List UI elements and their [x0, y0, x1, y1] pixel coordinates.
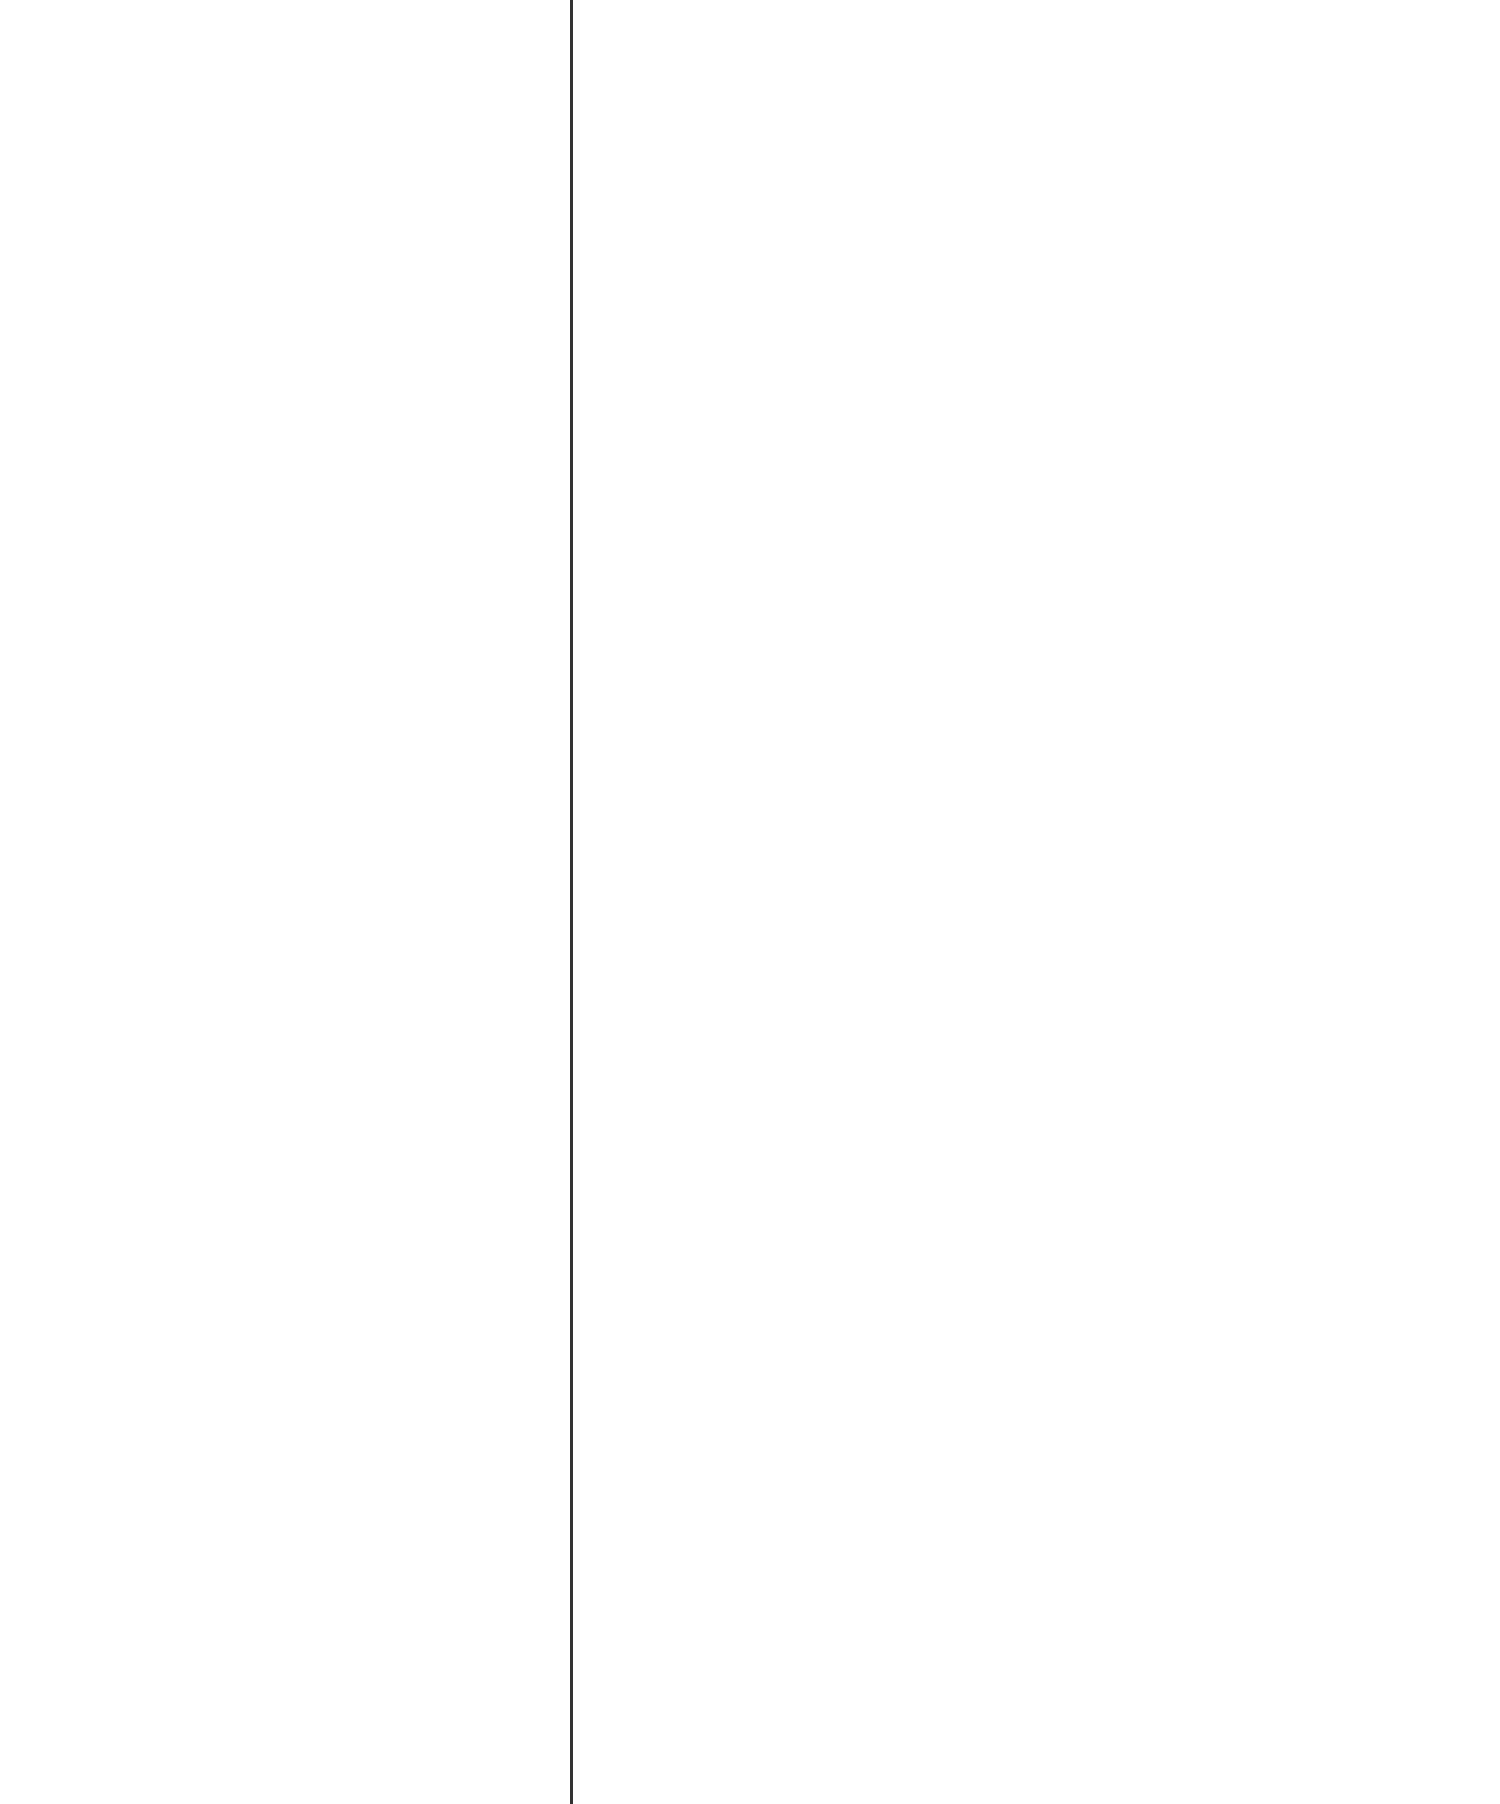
column-divider — [570, 0, 573, 1804]
